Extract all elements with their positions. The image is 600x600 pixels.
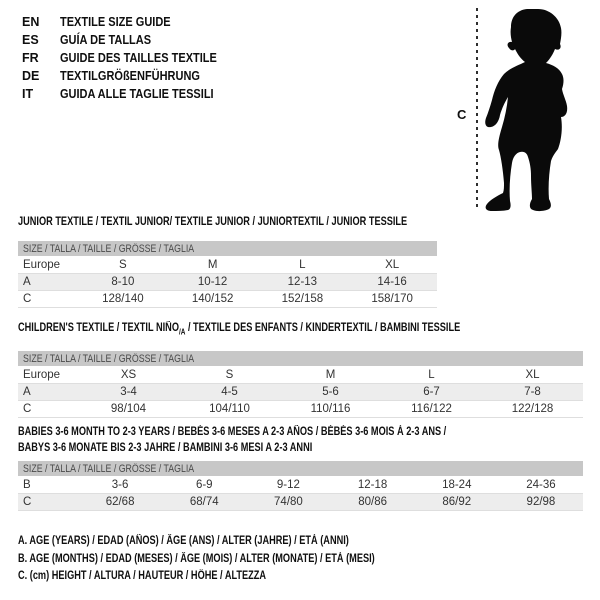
babies-textile-table: [18, 424, 583, 511]
language-list: [22, 13, 238, 103]
babies-size-header: [18, 461, 583, 476]
size-cell: XL: [385, 259, 400, 271]
age-cell: 6-7: [423, 386, 440, 399]
language-row-fr: [22, 49, 238, 67]
note-age-years-text: A. AGE (YEARS) / EDAD (AÑOS) / ÂGE (ANS) / ALTER (JAHRE) / ETÀ (ANNI): [18, 535, 349, 547]
height-cell: 104/110: [209, 403, 250, 416]
age-cell: 5-6: [322, 386, 339, 399]
height-cell: 98/104: [110, 403, 147, 416]
height-cell: 152/158: [281, 293, 324, 305]
size-cell: S: [119, 259, 127, 271]
note-height-text: C. (cm) HEIGHT / ALTURA / HAUTEUR / HÖHE / ALTEZZA: [18, 570, 267, 582]
junior-size-header: [18, 241, 437, 256]
junior-size-header-text: SIZE / TALLA / TAILLE / GRÖSSE / TAGLIA: [23, 242, 195, 255]
language-code: ES: [22, 33, 39, 47]
language-title: TEXTILGRÖßENFÜHRUNG: [60, 69, 200, 83]
language-title: GUÍA DE TALLAS: [60, 33, 152, 47]
children-size-header: [18, 351, 583, 366]
row-label: Europe: [23, 259, 61, 271]
junior-textile-table: [18, 214, 437, 308]
row-label: Europe: [23, 369, 61, 382]
age-cell: 12-13: [287, 276, 318, 288]
height-cell: 110/116: [310, 403, 351, 416]
height-cell: 74/80: [274, 496, 303, 508]
legend-notes: [18, 533, 464, 586]
language-code: FR: [22, 51, 39, 65]
language-row-de: [22, 67, 238, 85]
children-textile-table: [18, 320, 583, 418]
children-title-pre: CHILDREN'S TEXTILE / TEXTIL NIÑO: [18, 322, 179, 334]
language-code: DE: [22, 69, 40, 83]
height-cell: 116/122: [411, 403, 452, 416]
language-row-it: [22, 85, 238, 103]
table-row: [18, 401, 583, 418]
height-measure-line: [476, 8, 478, 209]
babies-table-title: [18, 424, 583, 456]
children-table-title: [18, 320, 583, 340]
age-cell: 12-18: [357, 479, 388, 491]
toddler-silhouette: [483, 5, 598, 213]
note-age-months: [18, 551, 464, 569]
height-cell: 68/74: [189, 496, 219, 508]
size-cell: L: [428, 369, 435, 382]
height-cell: 92/98: [526, 496, 556, 508]
children-title-post: / TEXTILE DES ENFANTS / KINDERTEXTIL / BAMBINI TESSILE: [185, 322, 461, 334]
language-code: IT: [22, 87, 34, 101]
height-cell: 128/140: [102, 293, 144, 305]
height-cell: 62/68: [105, 496, 135, 508]
note-age-months-text: B. AGE (MONTHS) / EDAD (MESES) / ÂGE (MOIS) / ALTER (MONATE) / ETÀ (MESI): [18, 552, 375, 565]
table-row: [18, 257, 437, 274]
size-cell: M: [207, 259, 218, 271]
children-title-subscript: /A: [178, 327, 186, 337]
age-cell: 7-8: [524, 386, 541, 399]
children-size-header-text: SIZE / TALLA / TAILLE / GRÖSSE / TAGLIA: [23, 352, 195, 365]
size-cell: L: [299, 259, 306, 271]
table-row: [18, 291, 437, 308]
babies-title-line2: BABYS 3-6 MONATE BIS 2-3 JAHRE / BAMBINI 3-6 MESI A 2-3 ANNI: [18, 442, 313, 454]
babies-size-header-text: SIZE / TALLA / TAILLE / GRÖSSE / TAGLIA: [23, 462, 195, 475]
age-cell: 14-16: [377, 276, 407, 288]
row-label: C: [23, 293, 32, 305]
height-cell: 86/92: [442, 496, 472, 508]
row-label: C: [23, 496, 32, 508]
children-table-title-text: [18, 320, 460, 340]
language-code: EN: [22, 15, 40, 29]
table-row: [18, 274, 437, 291]
language-row-es: [22, 31, 238, 49]
table-row: [18, 494, 583, 511]
table-row: [18, 477, 583, 494]
age-cell: 3-4: [120, 386, 137, 399]
age-cell: 10-12: [197, 276, 228, 288]
age-cell: 6-9: [195, 479, 213, 491]
age-cell: 4-5: [221, 386, 238, 399]
height-cell: 122/128: [511, 403, 554, 416]
language-row-en: [22, 13, 238, 31]
age-cell: 8-10: [111, 276, 135, 288]
height-cell: 140/152: [191, 293, 234, 305]
junior-table-title-text: JUNIOR TEXTILE / TEXTIL JUNIOR/ TEXTILE JUNIOR / JUNIORTEXTIL / JUNIOR TESSILE: [18, 216, 408, 228]
height-figure: [455, 5, 600, 217]
height-cell: 80/86: [358, 496, 387, 508]
language-title: GUIDE DES TAILLES TEXTILE: [60, 51, 217, 65]
age-cell: 24-36: [526, 479, 556, 491]
junior-table-title: [18, 214, 437, 230]
table-row: [18, 384, 583, 401]
babies-title-line1: BABIES 3-6 MONTH TO 2-3 YEARS / BEBÉS 3-6 MESES A 2-3 AÑOS / BÉBÉS 3-6 MOIS À 2-3 ANS /: [18, 426, 447, 438]
age-cell: 9-12: [276, 479, 300, 491]
row-label: A: [23, 386, 31, 399]
size-cell: XL: [525, 369, 540, 382]
row-label: A: [23, 276, 31, 288]
note-age-years: [18, 533, 464, 551]
language-title: GUIDA ALLE TAGLIE TESSILI: [60, 87, 214, 101]
age-cell: 3-6: [111, 479, 129, 491]
note-height: [18, 568, 464, 586]
size-cell: S: [225, 369, 234, 382]
row-label: B: [23, 479, 31, 491]
height-measure-label: C: [457, 107, 467, 122]
height-cell: 158/170: [371, 293, 413, 305]
size-cell: M: [325, 369, 336, 382]
table-row: [18, 367, 583, 384]
language-title: TEXTILE SIZE GUIDE: [60, 15, 171, 29]
row-label: C: [23, 403, 32, 416]
size-cell: XS: [120, 369, 137, 382]
age-cell: 18-24: [442, 479, 472, 491]
